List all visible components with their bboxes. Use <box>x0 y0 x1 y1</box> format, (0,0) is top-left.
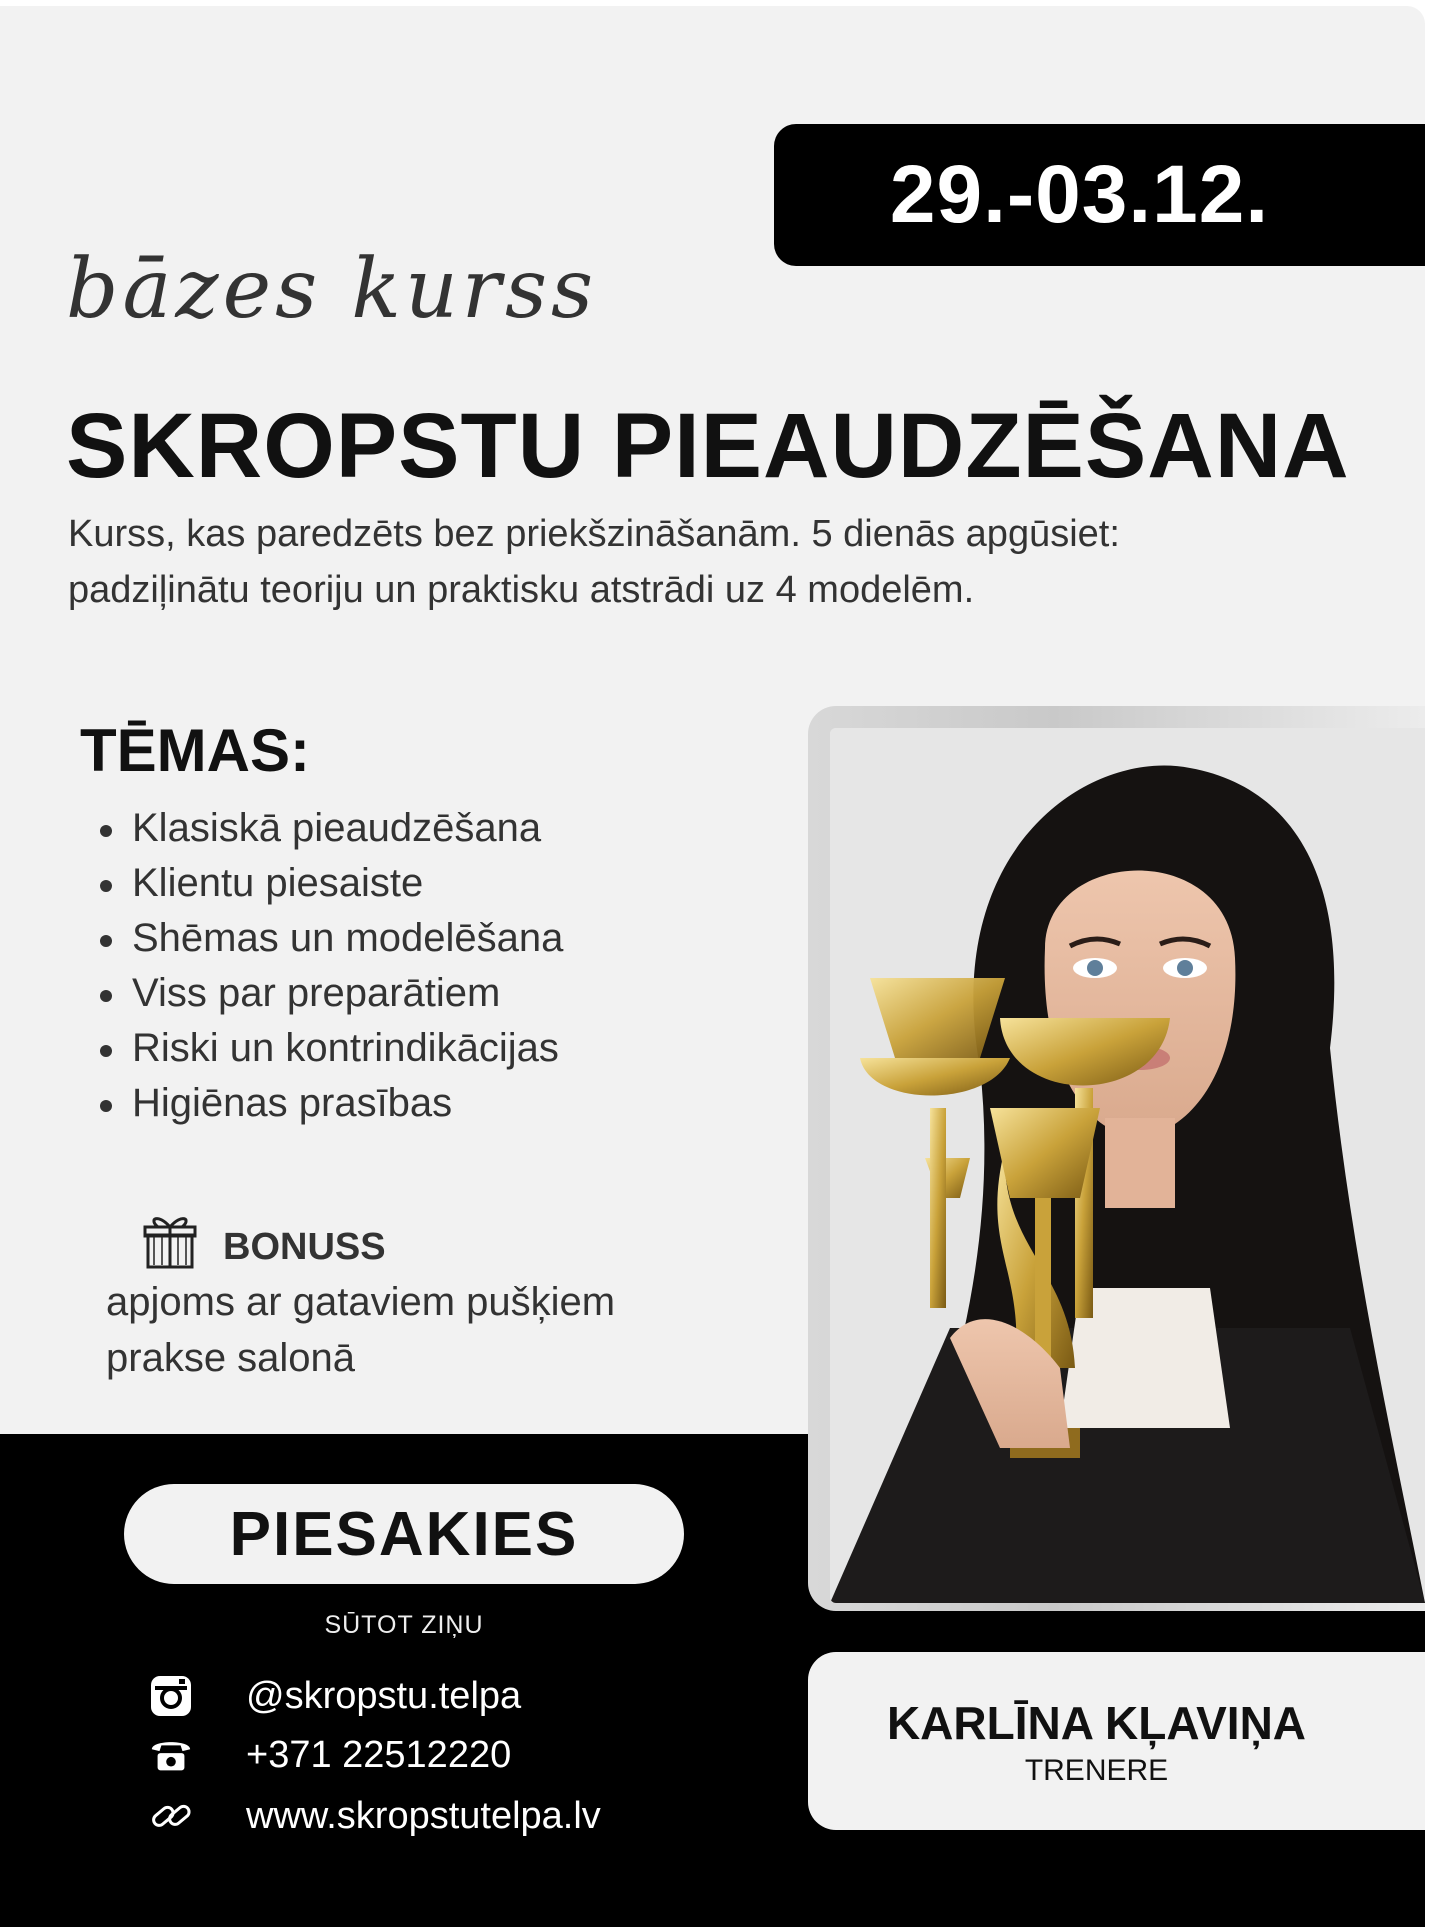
phone-icon <box>148 1732 194 1778</box>
trainer-role: TRENERE <box>1024 1754 1169 1787</box>
apply-button[interactable]: PIESAKIES <box>124 1484 684 1584</box>
trainer-card <box>808 1652 1425 1830</box>
poster <box>0 6 1425 1927</box>
description-line: padziļinātu teoriju un praktisku atstrādi uz 4 modelēm. <box>68 569 975 611</box>
topic-item: Klasiskā pieaudzēšana <box>100 801 563 856</box>
contact-phone[interactable] <box>148 1730 511 1780</box>
gift-icon <box>140 1211 200 1271</box>
course-description <box>68 506 1368 618</box>
date-banner <box>774 124 1425 266</box>
instagram-handle: @skropstu.telpa <box>246 1674 522 1717</box>
topics-list <box>100 801 563 1131</box>
bonus-line: apjoms ar gataviem pušķiem <box>106 1280 616 1324</box>
topic-item: Klientu piesaiste <box>100 856 563 911</box>
script-subtitle: bāzes kurss <box>66 242 598 337</box>
link-icon <box>148 1793 194 1839</box>
contact-website[interactable] <box>148 1791 601 1841</box>
website-url: www.skropstutelpa.lv <box>246 1794 601 1837</box>
description-line: Kurss, kas paredzēts bez priekšzināšanām. 5 dienās apgūsiet: <box>68 513 1120 555</box>
trainer-photo <box>830 728 1425 1603</box>
contact-instagram[interactable] <box>148 1671 521 1721</box>
bonus-label: BONUSS <box>223 1226 386 1268</box>
course-date: 29.-03.12. <box>889 149 1270 240</box>
topic-item: Shēmas un modelēšana <box>100 911 563 966</box>
topic-item: Higiēnas prasības <box>100 1076 563 1131</box>
trainer-name: KARLĪNA KĻAVIŅA <box>886 1697 1307 1749</box>
phone-number: +371 22512220 <box>246 1733 512 1776</box>
course-title: SKROPSTU PIEAUDZĒŠANA <box>66 395 1350 497</box>
topic-item: Viss par preparātiem <box>100 966 563 1021</box>
bonus-line: prakse salonā <box>106 1336 356 1380</box>
instagram-icon <box>148 1673 194 1719</box>
topics-heading: TĒMAS: <box>80 717 310 784</box>
apply-subtitle: SŪTOT ZIŅU <box>324 1611 484 1639</box>
topic-item: Riski un kontrindikācijas <box>100 1021 563 1076</box>
